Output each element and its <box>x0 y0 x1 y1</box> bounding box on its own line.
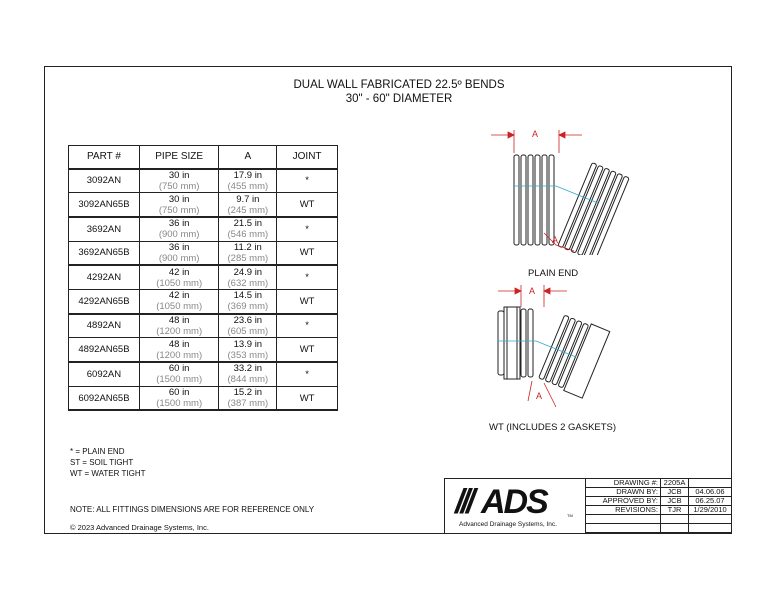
title-block-v2 <box>689 524 731 532</box>
title-block-v1 <box>661 515 689 523</box>
title-line-2: 30" - 60" DIAMETER <box>345 93 453 105</box>
table-header-row <box>69 146 338 169</box>
joint-type: WT <box>299 199 315 211</box>
table-row <box>69 193 338 217</box>
title-block-v2 <box>689 515 731 523</box>
cell-pipe-size <box>139 386 219 410</box>
cell-joint <box>277 314 338 338</box>
cell-a <box>219 386 277 410</box>
a-in: 13.9 in <box>233 338 263 350</box>
cell-a <box>219 169 277 193</box>
table-row <box>69 241 338 265</box>
cell-pipe-size <box>139 314 219 338</box>
legend-water-tight: WT = WATER TIGHT <box>70 469 146 478</box>
part-number: 3092AN65B <box>78 199 130 211</box>
wt-left-corrugations <box>521 309 533 377</box>
table-row <box>69 386 338 410</box>
joint-type: * <box>305 272 309 284</box>
plain-end-right-corrugations <box>558 163 629 255</box>
joint-type: * <box>305 175 309 187</box>
cell-pipe-size <box>139 362 219 386</box>
pipe-size-mm: (1200 mm) <box>156 325 203 337</box>
wt-caption: WT (INCLUDES 2 GASKETS) <box>489 422 617 433</box>
ads-logo-slashes: /// <box>455 483 472 521</box>
cell-pipe-size <box>139 338 219 362</box>
header-part: PART # <box>69 146 140 169</box>
a-mm: (844 mm) <box>227 374 269 386</box>
cell-a <box>219 217 277 241</box>
cell-joint <box>277 386 338 410</box>
a-mm: (632 mm) <box>227 277 269 289</box>
part-number: 6092AN <box>86 368 122 380</box>
joint-type: * <box>305 223 309 235</box>
a-in: 15.2 in <box>233 387 263 399</box>
pipe-size-in: 30 in <box>168 169 190 181</box>
cell-pipe-size <box>139 289 219 313</box>
cell-a <box>219 193 277 217</box>
a-mm: (455 mm) <box>227 180 269 192</box>
part-number: 4292AN65B <box>78 295 130 307</box>
a-mm: (387 mm) <box>227 398 269 410</box>
cell-part <box>69 169 140 193</box>
cell-joint <box>277 338 338 362</box>
pipe-size-in: 36 in <box>168 218 190 230</box>
title-block-k: DRAWING #: <box>586 479 661 487</box>
pipe-size-mm: (1500 mm) <box>156 398 203 410</box>
pipe-size-mm: (750 mm) <box>158 180 200 192</box>
table-row <box>69 169 338 193</box>
title-block-v1: 2205A <box>661 479 689 487</box>
pipe-size-in: 36 in <box>168 241 190 253</box>
a-in: 9.7 in <box>236 193 260 205</box>
pipe-size-mm: (900 mm) <box>158 252 200 264</box>
legend <box>70 446 145 479</box>
legend-soil-tight: ST = SOIL TIGHT <box>70 458 134 467</box>
pipe-size-mm: (1050 mm) <box>156 277 203 289</box>
pipe-size-mm: (1050 mm) <box>156 301 203 313</box>
title-block-row <box>586 515 732 524</box>
title-line-1: DUAL WALL FABRICATED 22.5º BENDS <box>293 79 505 91</box>
cell-a <box>219 314 277 338</box>
cell-pipe-size <box>139 169 219 193</box>
part-number: 3692AN65B <box>78 247 130 259</box>
a-mm: (245 mm) <box>227 204 269 216</box>
cell-part <box>69 265 140 289</box>
wt-dim-lower-2 <box>544 383 556 407</box>
header-pipe-size: PIPE SIZE <box>139 146 219 169</box>
ads-logo-tm: TM <box>567 513 573 518</box>
table-row <box>69 362 338 386</box>
plain-end-bend-drawing <box>486 125 646 255</box>
pipe-size-in: 48 in <box>168 338 190 350</box>
cell-pipe-size <box>139 265 219 289</box>
parts-table-body <box>69 169 338 411</box>
title-block-k: DRAWN BY: <box>586 488 661 496</box>
ads-logo-text: ADS <box>481 483 547 521</box>
cell-part <box>69 289 140 313</box>
title-block <box>444 478 732 534</box>
cell-joint <box>277 362 338 386</box>
wt-arrowhead-right <box>544 288 550 294</box>
joint-type: * <box>305 368 309 380</box>
pipe-size-in: 42 in <box>168 266 190 278</box>
header-joint: JOINT <box>277 146 338 169</box>
pipe-size-in: 60 in <box>168 363 190 375</box>
a-mm: (285 mm) <box>227 252 269 264</box>
cell-a <box>219 241 277 265</box>
plain-dim-label-bottom: A <box>552 235 559 245</box>
plain-arrowhead-right <box>559 132 565 138</box>
cell-part <box>69 193 140 217</box>
pipe-size-mm: (750 mm) <box>158 204 200 216</box>
wt-dim-label-top: A <box>529 286 536 296</box>
part-number: 3092AN <box>86 175 122 187</box>
title-block-v2: 04.06.06 <box>695 487 725 496</box>
pipe-size-mm: (1500 mm) <box>156 374 203 386</box>
reference-note: NOTE: ALL FITTINGS DIMENSIONS ARE FOR REFERENCE ONLY <box>70 505 315 514</box>
title-block-v2: 06.25.07 <box>695 496 725 505</box>
cell-pipe-size <box>139 217 219 241</box>
joint-type: WT <box>299 344 315 356</box>
title-block-v1: TJR <box>661 506 689 514</box>
joint-type: * <box>305 320 309 332</box>
plain-arrowhead-left <box>508 132 514 138</box>
pipe-size-in: 60 in <box>168 387 190 399</box>
title-block-v2 <box>689 479 731 487</box>
cell-a <box>219 362 277 386</box>
table-row <box>69 338 338 362</box>
a-in: 17.9 in <box>233 169 263 181</box>
pipe-size-in: 30 in <box>168 193 190 205</box>
cell-part <box>69 241 140 265</box>
title-block-v1 <box>661 524 689 532</box>
title-block-v1: JCB <box>661 497 689 505</box>
pipe-size-mm: (1200 mm) <box>156 349 203 361</box>
a-in: 21.5 in <box>233 218 263 230</box>
pipe-size-in: 42 in <box>168 290 190 302</box>
table-row <box>69 314 338 338</box>
joint-type: WT <box>299 392 315 404</box>
plain-end-caption: PLAIN END <box>528 268 579 279</box>
legend-plain-end: * = PLAIN END <box>70 447 125 456</box>
plain-end-left-corrugations <box>514 155 554 245</box>
copyright: © 2023 Advanced Drainage Systems, Inc. <box>70 523 209 532</box>
part-number: 3692AN <box>86 223 122 235</box>
a-in: 33.2 in <box>233 363 263 375</box>
title-block-v1: JCB <box>661 488 689 496</box>
table-row <box>69 217 338 241</box>
wt-dim-label-bottom: A <box>536 391 543 401</box>
part-number: 4892AN65B <box>78 344 130 356</box>
table-row <box>69 289 338 313</box>
cell-joint <box>277 169 338 193</box>
a-mm: (605 mm) <box>227 325 269 337</box>
table-row <box>69 265 338 289</box>
cell-part <box>69 217 140 241</box>
cell-part <box>69 362 140 386</box>
a-in: 24.9 in <box>233 266 263 278</box>
parts-table <box>68 145 338 411</box>
part-number: 4892AN <box>86 320 122 332</box>
part-number: 4292AN <box>86 272 122 284</box>
title-block-row <box>586 524 732 533</box>
pipe-size-mm: (900 mm) <box>158 229 200 241</box>
cell-joint <box>277 241 338 265</box>
cell-joint <box>277 217 338 241</box>
wt-left-bell <box>498 307 520 379</box>
cell-a <box>219 265 277 289</box>
cell-a <box>219 338 277 362</box>
a-mm: (353 mm) <box>227 349 269 361</box>
cell-joint <box>277 193 338 217</box>
cell-pipe-size <box>139 241 219 265</box>
joint-type: WT <box>299 295 315 307</box>
wt-dim-lower <box>528 381 532 401</box>
pipe-size-in: 48 in <box>168 314 190 326</box>
wt-bend-drawing <box>484 283 644 418</box>
title-block-k <box>586 515 661 523</box>
title-block-k <box>586 524 661 532</box>
a-in: 23.6 in <box>233 314 263 326</box>
title-block-v2: 1/29/2010 <box>693 505 727 514</box>
title-block-row <box>586 506 732 515</box>
joint-type: WT <box>299 247 315 259</box>
ads-logo <box>445 479 586 533</box>
cell-part <box>69 386 140 410</box>
title-block-grid <box>586 479 732 533</box>
cell-part <box>69 338 140 362</box>
a-mm: (546 mm) <box>227 229 269 241</box>
cell-part <box>69 314 140 338</box>
cell-a <box>219 289 277 313</box>
title-block-k: REVISIONS: <box>586 506 661 514</box>
cell-joint <box>277 289 338 313</box>
cell-joint <box>277 265 338 289</box>
header-a: A <box>219 146 277 169</box>
part-number: 6092AN65B <box>78 392 130 404</box>
wt-arrowhead-left <box>515 288 521 294</box>
cell-pipe-size <box>139 193 219 217</box>
plain-dim-label-top: A <box>532 129 539 139</box>
a-mm: (369 mm) <box>227 301 269 313</box>
drawing-title <box>44 78 754 106</box>
a-in: 14.5 in <box>233 290 263 302</box>
ads-logo-subtitle: Advanced Drainage Systems, Inc. <box>459 521 557 528</box>
a-in: 11.2 in <box>233 241 262 253</box>
title-block-k: APPROVED BY: <box>586 497 661 505</box>
